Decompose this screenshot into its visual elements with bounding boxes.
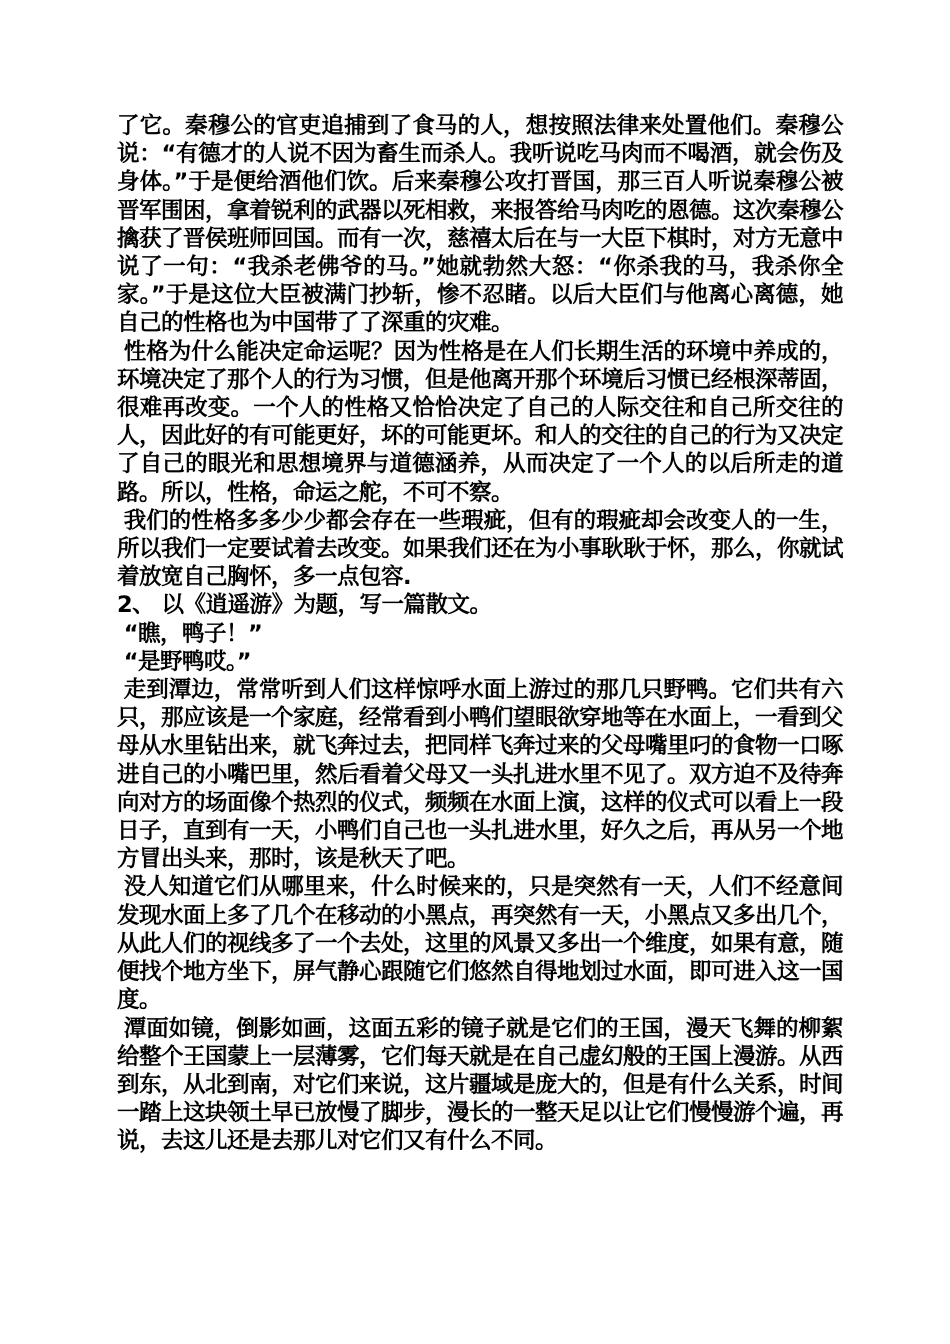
- paragraph-qin-mugong-story: 了它。秦穆公的官吏追捕到了食马的人，想按照法律来处置他们。秦穆公说：“有德才的人说不因为畜生而杀人。我听说吃马肉而不喝酒，就会伤及身体。”于是便给酒他们饮。后来秦穆公攻打晋国，那三百人听说秦穆公被晋军围困，拿着锐利的武器以死相救，来报答给马肉吃的恩德。这次秦穆公擒获了晋侯班师回国。而有一次，慈禧太后在与一大臣下棋时，对方无意中说了一句：“我杀老佛爷的马。”她就勃然大怒：“你杀我的马，我杀你全家。”于是这位大臣被满门抄斩，惨不忍睹。以后大臣们与他离心离德，她自己的性格也为中国带了了深重的灾难。: [117, 113, 844, 337]
- dialogue-line-ducks: “瞧，鸭子！”: [123, 620, 263, 647]
- paragraph-duck-family: 走到潭边，常常听到人们这样惊呼水面上游过的那几只野鸭。它们共有六只，那应该是一个家庭，经常看到小鸭们望眼欲穿地等在水面上，一看到父母从水里钻出来，就飞奔过去，把同样飞奔过来的父母嘴里叼的食物一口啄进自己的小嘴巴里，然后看着父母又一头扎进水里不见了。双方迫不及待奔向对方的场面像个热烈的仪式，频频在水面上演，这样的仪式可以看上一段日子，直到有一天，小鸭们自己也一头扎进水里，好久之后，再从另一个地方冒出头来，那时，该是秋天了吧。: [117, 677, 844, 873]
- paragraph-why-character-decides-fate: 性格为什么能决定命运呢？因为性格是在人们长期生活的环境中养成的，环境决定了那个人的行为习惯，但是他离开那个环境后习惯已经根深蒂固，很难再改变。一个人的性格又恰恰决定了自己的人际交往和自己所交往的人，因此好的有可能更好，坏的可能更坏。和人的交往的自己的行为又决定了自己的眼光和思想境界与道德涵养，从而决定了一个人的以后所走的道路。所以，性格，命运之舵，不可不察。: [117, 338, 844, 506]
- paragraph-pond-kingdom: 潭面如镜，倒影如画，这面五彩的镜子就是它们的王国，漫天飞舞的柳絮给整个王国蒙上一层薄雾，它们每天就是在自己虚幻般的王国上漫游。从西到东，从北到南，对它们来说，这片疆域是庞大的，但是有什么关系，时间一踏上这块领土早已放慢了脚步，漫长的一整天足以让它们慢慢游个遍，再说，去这儿还是去那儿对它们又有什么不同。: [117, 1015, 844, 1155]
- essay-prompt-heading: 2、 以《逍遥游》为题，写一篇散文。: [117, 592, 492, 619]
- dialogue-line-wild-ducks: “是野鸭哎。”: [123, 648, 252, 675]
- document-page: [117, 112, 843, 1156]
- paragraph-ducks-arrival: 没人知道它们从哪里来，什么时候来的，只是突然有一天，人们不经意间发现水面上多了几个在移动的小黑点，再突然有一天，小黑点又多出几个，从此人们的视线多了一个去处，这里的风景又多出一个维度，如果有意，随便找个地方坐下，屏气静心跟随它们悠然自得地划过水面，即可进入这一国度。: [117, 874, 844, 1014]
- paragraph-character-flaws: 我们的性格多多少少都会存在一些瑕疵，但有的瑕疵却会改变人的一生，所以我们一定要试着去改变。如果我们还在为小事耿耿于怀，那么，你就试着放宽自己胸怀，多一点包容.: [117, 507, 844, 591]
